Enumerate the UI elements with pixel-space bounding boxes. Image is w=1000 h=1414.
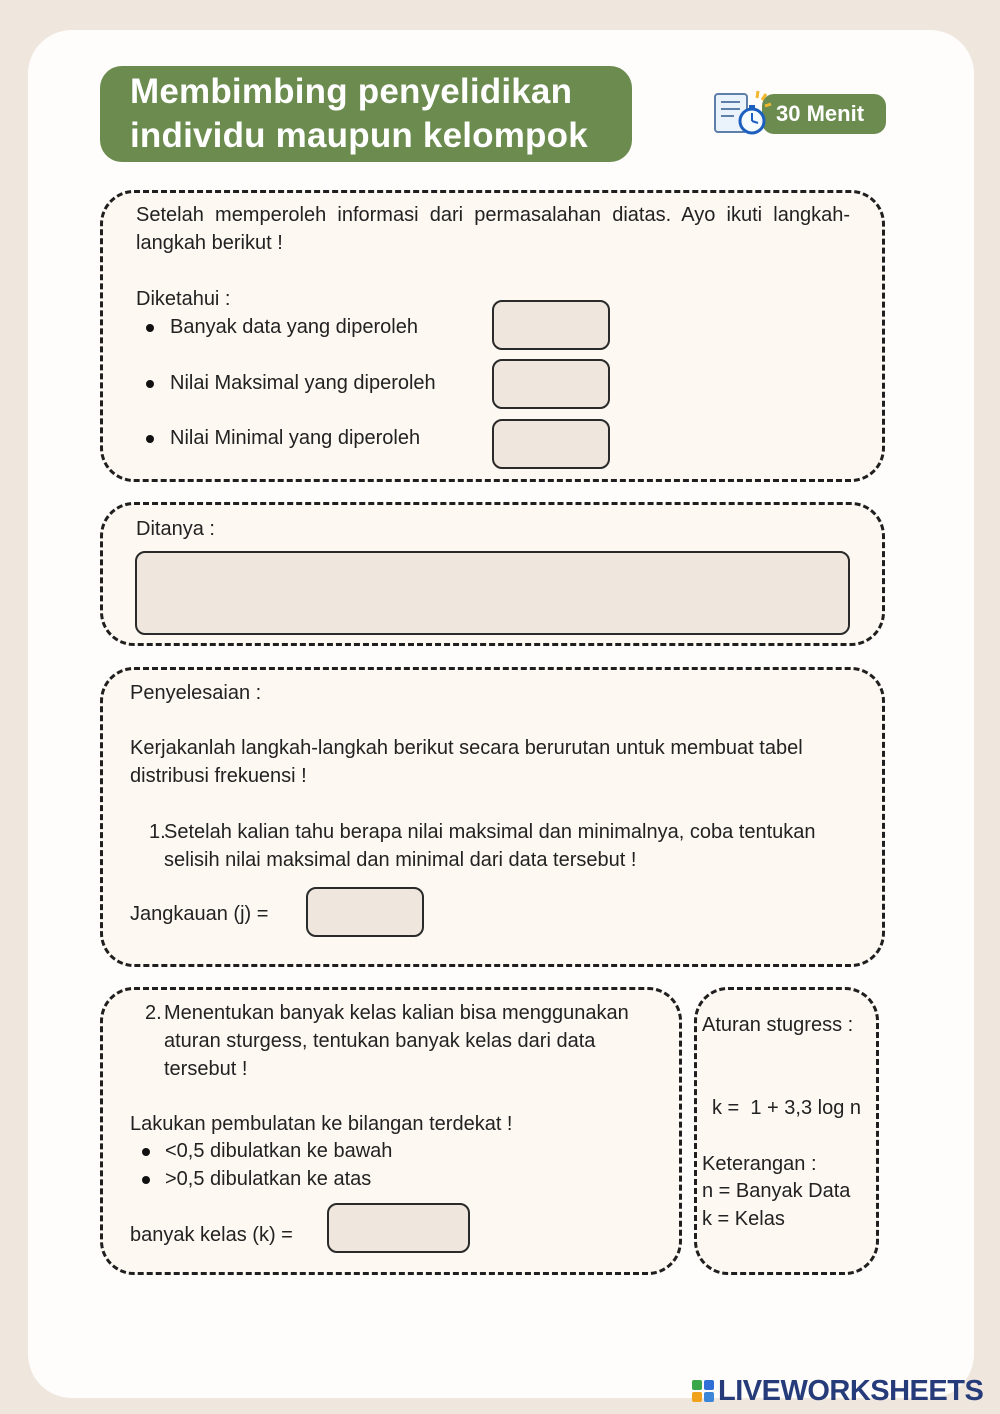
step1-text: Setelah kalian tahu berapa nilai maksimal dan minimalnya, coba tentukan selisih nilai maksimal dan minimal dari data tersebut ! [164, 821, 816, 871]
min-value-input[interactable] [492, 419, 610, 469]
bullet [146, 324, 154, 332]
timer-badge [712, 88, 888, 136]
known-item-label: Nilai Minimal yang diperoleh [170, 427, 421, 449]
title-line-1: Membimbing penyelidikan [130, 72, 573, 111]
bullet [146, 380, 154, 388]
classes-input[interactable] [327, 1203, 470, 1253]
known-item-label: Nilai Maksimal yang diperoleh [170, 372, 436, 394]
solution-heading: Penyelesaian : [130, 682, 262, 704]
known-item-label: Banyak data yang diperoleh [170, 316, 418, 338]
rounding-heading: Lakukan pembulatan ke bilangan terdekat ! [130, 1113, 513, 1135]
legend-n: n = Banyak Data [702, 1180, 851, 1202]
step2-number: 2. [145, 1002, 162, 1024]
solution-instruction: Kerjakanlah langkah-langkah berikut secara berurutan untuk membuat tabel distribusi frekuensi ! [130, 737, 803, 787]
asked-answer-input[interactable] [135, 551, 850, 635]
range-input[interactable] [306, 887, 424, 937]
section-title [100, 66, 632, 162]
logo-grid-icon [692, 1380, 714, 1402]
legend-heading: Keterangan : [702, 1153, 817, 1175]
rounding-rule-up: >0,5 dibulatkan ke atas [165, 1168, 372, 1190]
bullet [142, 1176, 150, 1184]
max-value-input[interactable] [492, 359, 610, 409]
rule-formula: k = 1 + 3,3 log n [712, 1097, 861, 1119]
step2-text: Menentukan banyak kelas kalian bisa menggunakan aturan sturgess, tentukan banyak kelas dari data tersebut ! [164, 1002, 629, 1080]
intro-text: Setelah memperoleh informasi dari permasalahan diatas. Ayo ikuti langkah-langkah berikut ! [136, 204, 850, 254]
known-heading: Diketahui : [136, 288, 231, 310]
logo-text: LIVEWORKSHEETS [718, 1374, 984, 1407]
step1-number: 1. [149, 821, 166, 843]
classes-label: banyak kelas (k) = [130, 1224, 293, 1246]
bullet [146, 435, 154, 443]
liveworksheets-logo [692, 1376, 983, 1406]
rounding-rule-down: <0,5 dibulatkan ke bawah [165, 1140, 393, 1162]
legend-k: k = Kelas [702, 1208, 785, 1230]
bullet [142, 1148, 150, 1156]
rule-heading: Aturan stugress : [702, 1014, 854, 1036]
timer-label: 30 Menit [762, 94, 886, 134]
clock-checklist-icon [712, 88, 772, 138]
range-label: Jangkauan (j) = [130, 903, 269, 925]
asked-heading: Ditanya : [136, 518, 215, 540]
title-line-2: individu maupun kelompok [130, 116, 588, 155]
data-count-input[interactable] [492, 300, 610, 350]
